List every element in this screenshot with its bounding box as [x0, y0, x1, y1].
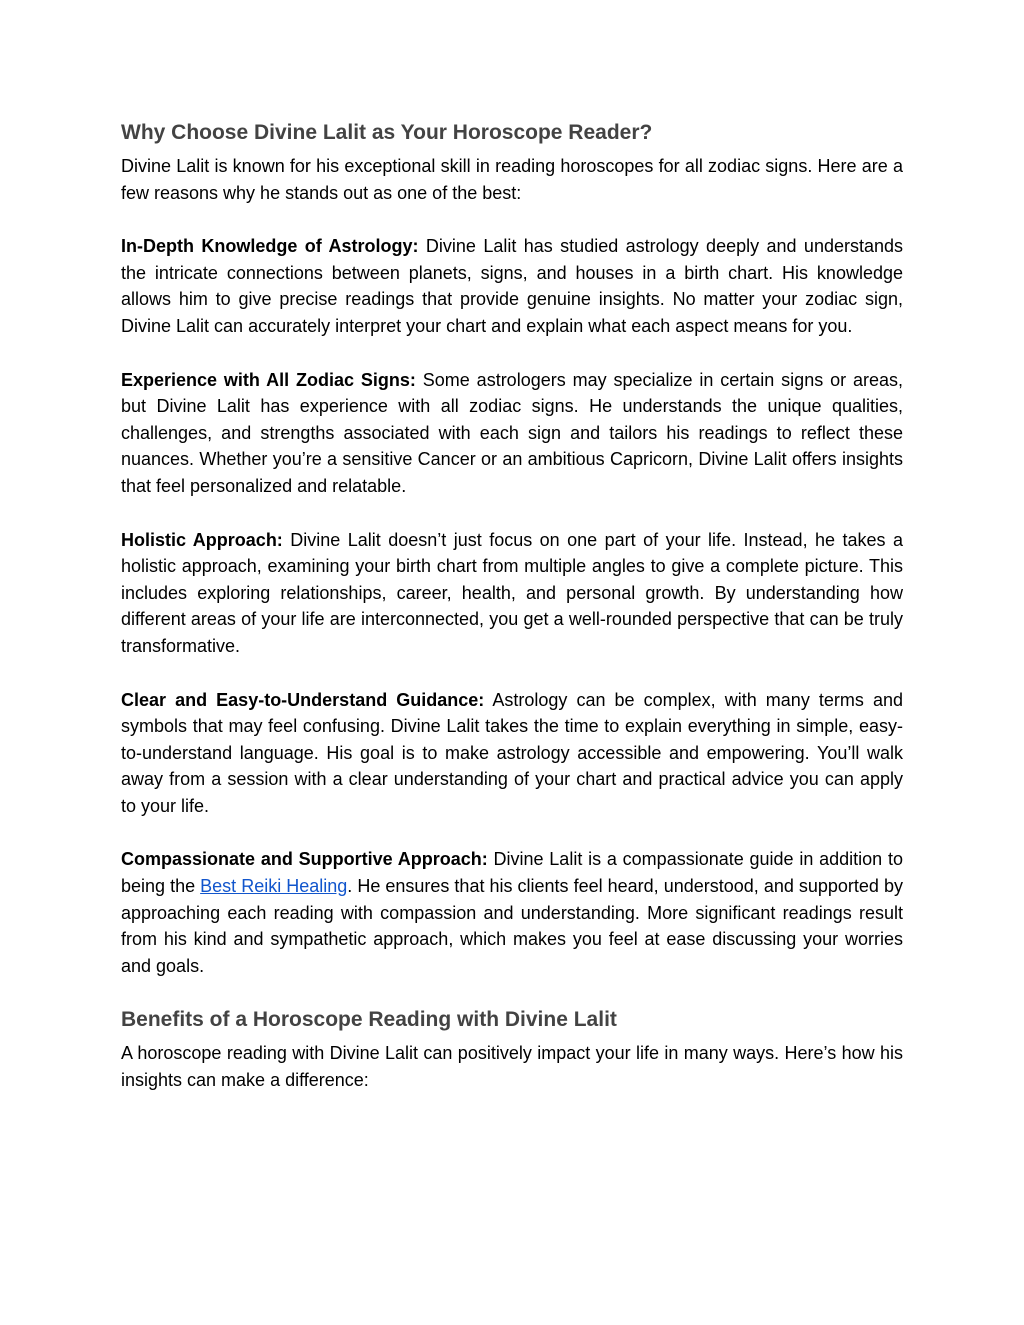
reason-title: Compassionate and Supportive Approach: [121, 849, 488, 870]
reason-paragraph-holistic [121, 527, 903, 660]
section-heading-why-choose: Why Choose Divine Lalit as Your Horoscope Reader? [121, 121, 653, 144]
intro-paragraph: Divine Lalit is known for his exceptional skill in reading horoscopes for all zodiac signs. Here are a few reasons why he stands out as one of the best: [121, 156, 903, 203]
section-heading-benefits: Benefits of a Horoscope Reading with Divine Lalit [121, 1008, 617, 1032]
reason-text-after-link: . He ensures that his clients feel heard, understood, and supported by approaching each reading with compassion and understanding. More significant readings result from his kind and sympathetic approach, which makes you feel at ease discussing your worries and goals. [121, 876, 903, 976]
reason-text: Divine Lalit has studied astrology deeply and understands the intricate connections between planets, signs, and houses in a birth chart. His knowledge allows him to give precise readings that provide genuine insights. No matter your zodiac sign, Divine Lalit can accurately interpret your chart and explain what each aspect means for you. [121, 236, 904, 336]
reason-paragraph-experience [121, 367, 903, 500]
reason-text: Astrology can be complex, with many terms and symbols that may feel confusing. Divine Lalit takes the time to explain everything in simple, easy-to-understand language. His goal is to make astrology accessible and empowering. You’ll walk away from a session with a clear understanding of your chart and practical advice you can apply to your life. [121, 689, 903, 816]
reason-text: Some astrologers may specialize in certain signs or areas, but Divine Lalit has experience with all zodiac signs. He understands the unique qualities, challenges, and strengths associated with each sign and tailors his readings to reflect these nuances. Whether you’re a sensitive Cancer or an ambitious Capricorn, Divine Lalit offers insights that feel personalized and relatable. [121, 369, 903, 496]
reason-title: Clear and Easy-to-Understand Guidance: [121, 689, 485, 710]
reason-title: In-Depth Knowledge of Astrology: [121, 236, 419, 257]
reason-text: Divine Lalit doesn’t just focus on one part of your life. Instead, he takes a holistic approach, examining your birth chart from multiple angles to give a complete picture. This includes exploring relationships, career, health, and personal growth. By understanding how different areas of your life are interconnected, you get a well-rounded perspective that can be truly transformative. [121, 529, 903, 656]
reason-paragraph-knowledge [121, 233, 903, 339]
reason-paragraph-guidance [121, 687, 903, 820]
reason-title: Holistic Approach: [121, 529, 283, 550]
document-page [121, 118, 903, 1094]
reason-paragraph-compassionate [121, 846, 903, 979]
reason-text-before-link: Divine Lalit is a compassionate guide in addition to being the [121, 849, 903, 897]
best-reiki-healing-link[interactable]: Best Reiki Healing [200, 876, 348, 897]
reason-title: Experience with All Zodiac Signs: [121, 369, 416, 390]
benefits-intro-paragraph: A horoscope reading with Divine Lalit can positively impact your life in many ways. Here’s how his insights can make a difference: [121, 1043, 903, 1091]
